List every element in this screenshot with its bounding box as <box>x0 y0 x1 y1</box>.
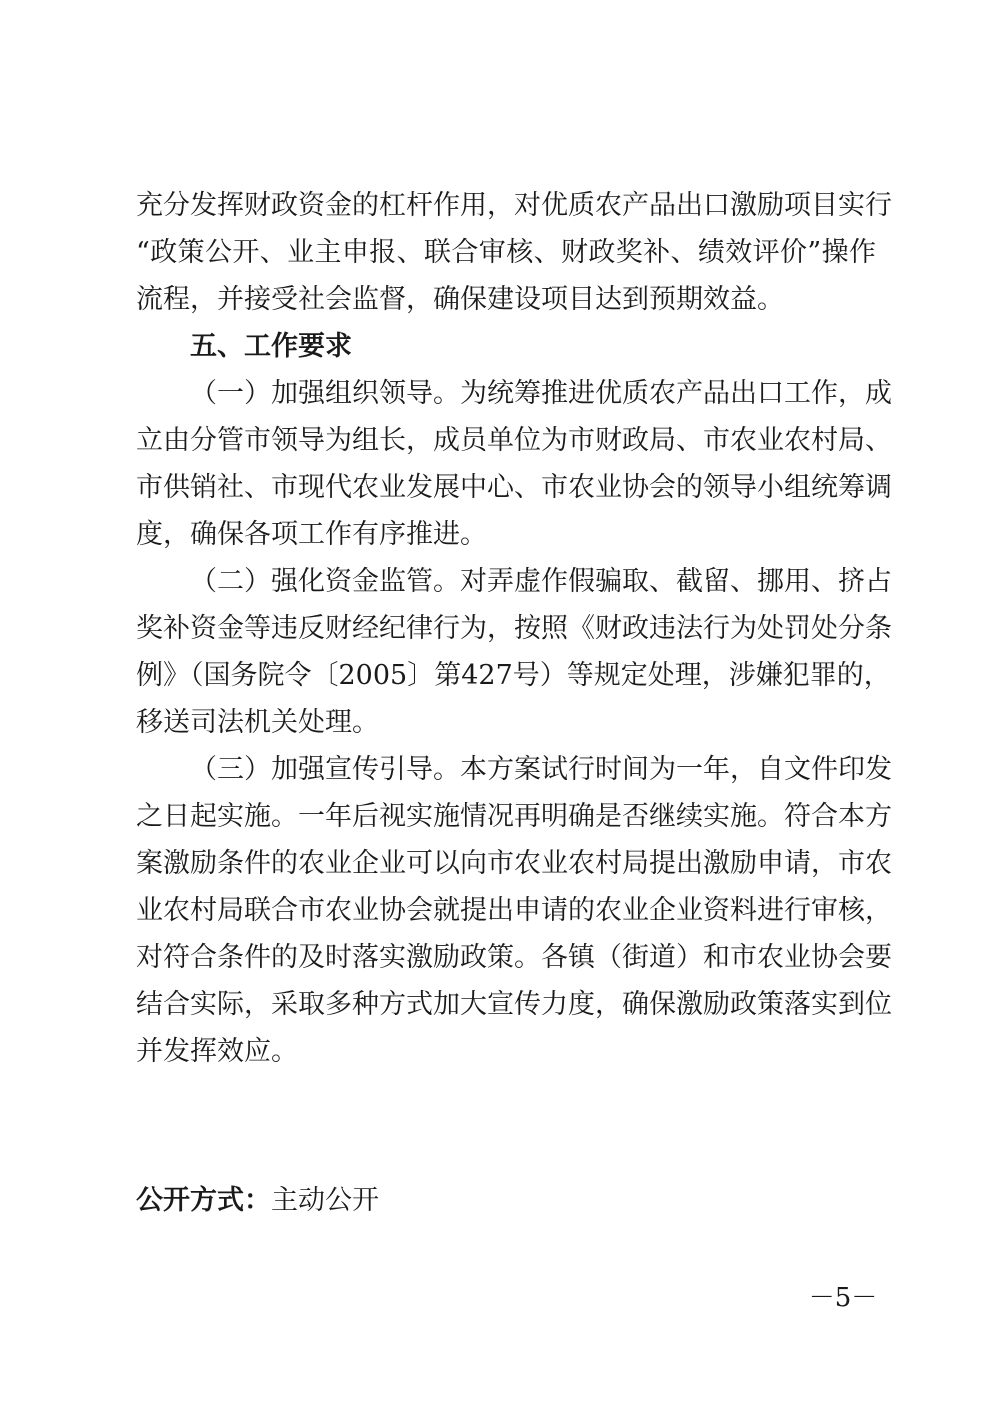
item-3-line: 之日起实施。一年后视实施情况再明确是否继续实施。符合本方 <box>136 801 892 832</box>
body-line: 流程，并接受社会监督，确保建设项目达到预期效益。 <box>136 284 784 315</box>
item-3-line: （三）加强宣传引导。本方案试行时间为一年，自文件印发 <box>190 754 892 785</box>
item-3-line: 并发挥效应。 <box>136 1036 298 1067</box>
item-3-line: 结合实际，采取多种方式加大宣传力度，确保激励政策落实到位 <box>136 989 892 1020</box>
page-number: －5－ <box>808 1283 878 1313</box>
section-heading: 五、工作要求 <box>190 331 352 362</box>
body-line: “政策公开、业主申报、联合审核、财政奖补、绩效评价”操作 <box>136 237 876 268</box>
item-2-line: 例》（国务院令〔2005〕第427号）等规定处理，涉嫌犯罪的， <box>136 660 891 691</box>
item-1-line: 立由分管市领导为组长，成员单位为市财政局、市农业农村局、 <box>136 425 892 456</box>
disclosure-method <box>136 1179 379 1223</box>
disclosure-label: 公开方式： <box>136 1185 271 1216</box>
item-2-line: （二）强化资金监管。对弄虚作假骗取、截留、挪用、挤占 <box>190 566 892 597</box>
item-3-line: 案激励条件的农业企业可以向市农业农村局提出激励申请，市农 <box>136 848 892 879</box>
item-3-line: 对符合条件的及时落实激励政策。各镇（街道）和市农业协会要 <box>136 942 892 973</box>
body-line: 充分发挥财政资金的杠杆作用，对优质农产品出口激励项目实行 <box>136 190 892 221</box>
disclosure-value: 主动公开 <box>271 1185 379 1216</box>
item-1-line: （一）加强组织领导。为统筹推进优质农产品出口工作，成 <box>190 378 892 409</box>
item-2-line: 移送司法机关处理。 <box>136 707 379 738</box>
item-1-line: 度，确保各项工作有序推进。 <box>136 519 487 550</box>
body-text <box>136 182 892 1075</box>
item-3-line: 业农村局联合市农业协会就提出申请的农业企业资料进行审核， <box>136 895 892 926</box>
item-1-line: 市供销社、市现代农业发展中心、市农业协会的领导小组统筹调 <box>136 472 892 503</box>
item-2-line: 奖补资金等违反财经纪律行为，按照《财政违法行为处罚处分条 <box>136 613 892 644</box>
